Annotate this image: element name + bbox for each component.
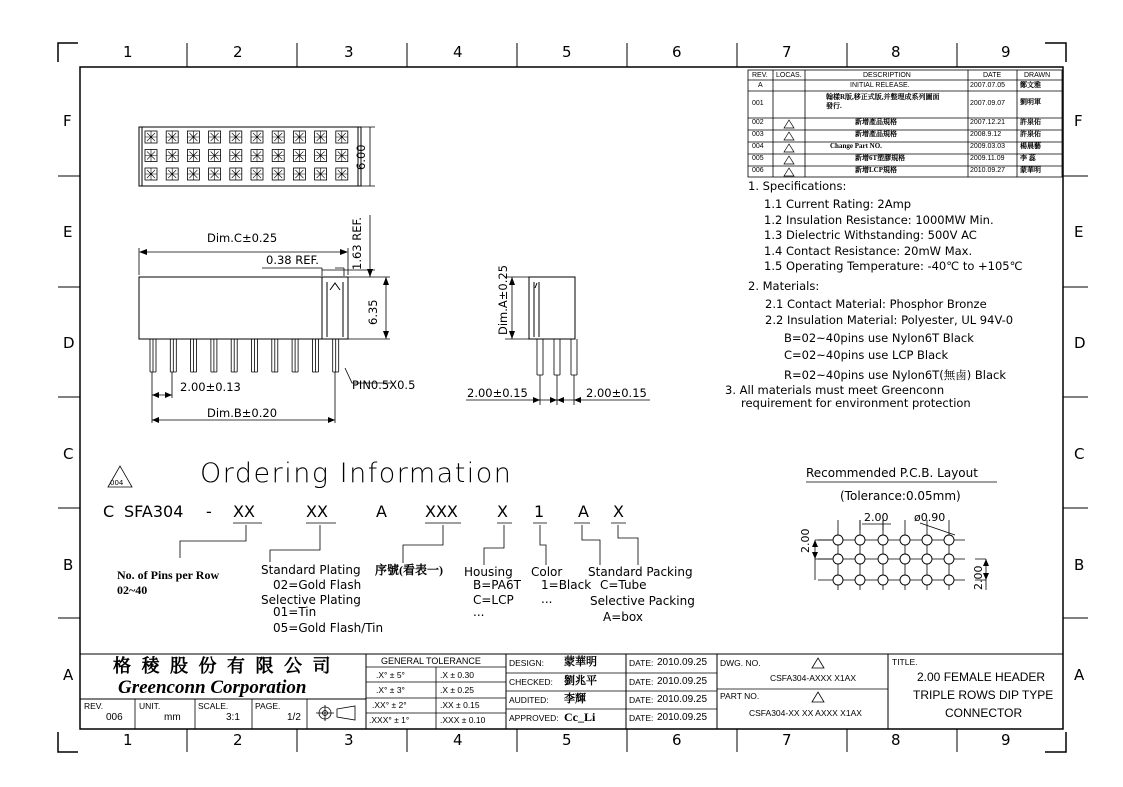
- top-cell-cross: [145, 150, 157, 162]
- plating-02: 02=Gold Flash: [273, 578, 362, 592]
- rev-row-6-rev: 006: [752, 167, 764, 174]
- company-name-cn: 格 稜 股 份 有 限 公 司: [113, 656, 334, 676]
- front-pin: [231, 339, 237, 372]
- code-pins: XX: [233, 502, 255, 521]
- zone-col-bottom-7: 7: [782, 731, 792, 749]
- code-housing: X: [497, 502, 508, 521]
- title-label: TITLE.: [892, 657, 918, 667]
- side-pitch-right-label: 2.00±0.15: [586, 386, 647, 400]
- side-view: [505, 277, 575, 339]
- zone-row-left-B: B: [63, 556, 74, 574]
- dwg-no-value: CSFA304-AXXX X1AX: [770, 673, 856, 683]
- title-line-3: CONNECTOR: [945, 706, 1023, 720]
- ref-163-label: 1.63 REF.: [350, 217, 364, 270]
- rev-mark-004: 004: [110, 479, 124, 487]
- zone-col-top-1: 1: [123, 43, 133, 61]
- pcb-hole: [833, 535, 843, 545]
- spec-contact: 1.4 Contact Resistance: 20mW Max.: [764, 244, 973, 258]
- date-value-3: 2010.09.25: [657, 694, 708, 705]
- top-cell-cross: [230, 168, 242, 180]
- rev-row-1-date: 2007.09.07: [970, 100, 1006, 107]
- top-cell-cross: [209, 168, 221, 180]
- date-value-2: 2010.09.25: [657, 676, 708, 687]
- rev-row-5-drawn: 李 蕊: [1020, 154, 1036, 162]
- top-cell-cross: [251, 168, 263, 180]
- zone-col-top-7: 7: [782, 43, 792, 61]
- material-r: R=02~40pins use Nylon6T(無鹵) Black: [784, 368, 1006, 382]
- scale-value: 3:1: [226, 712, 240, 723]
- date-label-2: DATE:: [629, 677, 654, 687]
- top-cell-cross: [293, 150, 305, 162]
- code-c: C: [103, 502, 115, 521]
- date-value-1: 2010.09.25: [657, 657, 708, 668]
- side-view-pins: [537, 339, 577, 375]
- rev-label: REV.: [84, 701, 104, 711]
- plating-title: Standard Plating: [261, 563, 361, 577]
- top-cell-cross: [272, 131, 284, 143]
- pcb-hole: [922, 554, 932, 564]
- spec-heading: 1. Specifications:: [748, 179, 847, 193]
- zone-col-top-6: 6: [672, 43, 682, 61]
- rev-row-2-date: 2007.12.21: [970, 119, 1006, 126]
- spec-temperature: 1.5 Operating Temperature: -40℃ to +105℃: [764, 259, 1023, 273]
- rev-row-3-locas-triangle: [784, 132, 794, 140]
- pcb-title: Recommended P.C.B. Layout: [806, 466, 978, 480]
- top-cell-cross: [315, 168, 327, 180]
- rev-row-1-rev: 001: [752, 100, 764, 107]
- rev-row-5-date: 2009.11.09: [970, 155, 1005, 162]
- housing-more: ...: [473, 605, 485, 619]
- pcb-hole: [944, 575, 954, 585]
- rev-header-description: DESCRIPTION: [863, 72, 911, 79]
- packing-c: C=Tube: [600, 578, 647, 592]
- top-cell-cross: [166, 131, 178, 143]
- zone-row-right-E: E: [1074, 223, 1084, 241]
- zone-col-bottom-8: 8: [891, 731, 901, 749]
- date-label-3: DATE:: [629, 695, 654, 705]
- tol-angle-2: .X° ± 3°: [376, 685, 405, 695]
- checked-label: CHECKED:: [509, 677, 553, 687]
- tol-linear-4: .XXX ± 0.10: [440, 715, 486, 725]
- dim-635-label: 6.35: [366, 299, 380, 325]
- approved-label: APPROVED:: [509, 713, 559, 723]
- packing-title: Standard Packing: [588, 565, 693, 579]
- selective-01: 01=Tin: [273, 605, 317, 619]
- side-pitch-left-label: 2.00±0.15: [467, 386, 528, 400]
- zone-row-left-D: D: [63, 334, 75, 352]
- zone-col-bottom-5: 5: [562, 731, 572, 749]
- front-pin: [211, 339, 217, 372]
- rev-header-locas: LOCAS.: [776, 72, 802, 79]
- top-cell-cross: [187, 168, 199, 180]
- rev-header-drawn: DRAWN: [1024, 72, 1051, 79]
- rev-row-0-date: 2007.07.05: [970, 82, 1006, 89]
- design-value: 蒙華明: [564, 656, 597, 668]
- rev-row-3-rev: 003: [752, 131, 764, 138]
- serial-note: 序號(看表一): [375, 563, 443, 577]
- pcb-pitch-h: 2.00: [864, 511, 889, 524]
- top-cell-cross: [336, 150, 348, 162]
- material-insulation: 2.2 Insulation Material: Polyester, UL 94V-0: [765, 313, 1014, 327]
- tol-linear-1: .X ± 0.30: [440, 670, 474, 680]
- side-pin: [571, 339, 577, 375]
- dim-600-label: 6.00: [354, 144, 368, 170]
- ordering-leaders: [180, 523, 638, 565]
- rev-row-4-locas-triangle: [784, 144, 794, 152]
- pcb-tolerance: (Tolerance:0.05mm): [840, 489, 961, 503]
- side-pin: [554, 339, 560, 375]
- code-a2: A: [578, 502, 589, 521]
- zone-row-right-A: A: [1074, 666, 1085, 684]
- part-no-label: PART NO.: [720, 691, 760, 701]
- top-cell-cross: [336, 131, 348, 143]
- rev-row-0-desc: INITIAL RELEASE.: [850, 82, 910, 89]
- top-cell-cross: [187, 131, 199, 143]
- unit-label: UNIT.: [139, 701, 161, 711]
- audited-value: 李輝: [564, 693, 586, 705]
- zone-col-bottom-4: 4: [453, 731, 463, 749]
- color-1: 1=Black: [541, 578, 592, 592]
- front-pin: [292, 339, 298, 372]
- date-label-1: DATE:: [629, 658, 654, 668]
- design-label: DESIGN:: [509, 658, 544, 668]
- material-note: 3. All materials must meet Greenconn: [725, 383, 945, 397]
- materials-heading: 2. Materials:: [748, 279, 820, 293]
- dim-c-label: Dim.C±0.25: [207, 231, 278, 245]
- housing-title: Housing: [464, 565, 513, 579]
- title-line-1: 2.00 FEMALE HEADER: [917, 670, 1046, 684]
- top-cell-cross: [293, 131, 305, 143]
- pcb-pitch-v1: 2.00: [799, 528, 812, 553]
- scale-label: SCALE.: [198, 701, 229, 711]
- color-title: Color: [531, 565, 563, 579]
- pcb-hole: [922, 575, 932, 585]
- front-pin: [170, 339, 176, 372]
- rev-row-2-desc: 新增產品規格: [855, 118, 897, 126]
- tol-angle-1: .X° ± 5°: [376, 670, 405, 680]
- zone-col-top-3: 3: [344, 43, 354, 61]
- rev-row-0-rev: A: [758, 82, 763, 89]
- zone-col-bottom-2: 2: [233, 731, 243, 749]
- tol-angle-4: .XXX° ± 1°: [369, 715, 410, 725]
- rev-row-5-locas-triangle: [784, 156, 794, 164]
- unit-value: mm: [164, 712, 181, 723]
- front-view-pins: [150, 339, 339, 372]
- rev-header-rev: REV.: [752, 72, 768, 79]
- rev-row-6-desc: 新增LCP規格: [855, 166, 897, 174]
- zone-row-right-B: B: [1074, 556, 1085, 574]
- tolerance-title: GENERAL TOLERANCE: [381, 656, 481, 666]
- pcb-hole: [878, 554, 888, 564]
- zone-col-bottom-1: 1: [123, 731, 133, 749]
- code-packing: X: [613, 502, 624, 521]
- pins-range: 02~40: [117, 583, 148, 597]
- rev-row-5-desc: 新增6T塑膠規格: [855, 154, 906, 162]
- pcb-hole: [900, 535, 910, 545]
- pcb-hole: [900, 575, 910, 585]
- code-plating: XX: [306, 502, 328, 521]
- code-color: 1: [534, 502, 545, 521]
- code-sfa304: SFA304: [124, 502, 184, 521]
- title-line-2: TRIPLE ROWS DIP TYPE: [913, 688, 1054, 702]
- rev-row-6-locas-triangle: [784, 168, 794, 176]
- front-pin: [252, 339, 258, 372]
- rev-row-3-desc: 新增產品規格: [855, 130, 897, 138]
- top-cell-cross: [230, 131, 242, 143]
- rev-row-1-drawn: 劉明軍: [1020, 98, 1041, 106]
- rev-row-2-drawn: 許泉佑: [1020, 118, 1041, 126]
- pcb-hole: [855, 575, 865, 585]
- pcb-pitch-v2: 2.00: [972, 565, 985, 590]
- rev-row-1-desc: 翰樣R版,移正式版,并整理成系列圖面發行.: [826, 93, 940, 110]
- rev-row-4-rev: 004: [752, 143, 764, 150]
- pcb-hole: [878, 575, 888, 585]
- code-a: A: [376, 502, 387, 521]
- rev-row-3-date: 2008.9.12: [970, 131, 1002, 138]
- material-note-2: requirement for environment protection: [741, 396, 971, 410]
- top-view-cells: [145, 131, 348, 180]
- zone-col-top-4: 4: [453, 43, 463, 61]
- rev-row-5-rev: 005: [752, 155, 764, 162]
- ordering-title: Ordering Information: [200, 458, 513, 489]
- material-c: C=02~40pins use LCP Black: [784, 348, 949, 362]
- material-contact: 2.1 Contact Material: Phosphor Bronze: [765, 297, 987, 311]
- zone-col-top-9: 9: [1001, 43, 1011, 61]
- housing-b: B=PA6T: [473, 578, 521, 592]
- pin-size-label: PIN0.5X0.5: [352, 378, 416, 392]
- zone-row-right-D: D: [1074, 334, 1086, 352]
- top-cell-cross: [166, 168, 178, 180]
- side-pin: [537, 339, 543, 375]
- top-cell-cross: [251, 131, 263, 143]
- date-value-4: 2010.09.25: [657, 712, 708, 723]
- rev-row-6-date: 2010.09.27: [970, 167, 1006, 174]
- tol-linear-3: .XX ± 0.15: [440, 700, 480, 710]
- zone-row-right-C: C: [1074, 445, 1085, 463]
- rev-row-4-date: 2009.03.03: [970, 143, 1006, 150]
- date-label-4: DATE:: [629, 713, 654, 723]
- spec-insulation: 1.2 Insulation Resistance: 1000MW Min.: [764, 213, 994, 227]
- rev-row-3-drawn: 許泉佑: [1020, 130, 1041, 138]
- rev-row-4-desc: Change Part NO.: [830, 142, 882, 150]
- rev-row-2-locas-triangle: [784, 120, 794, 128]
- top-cell-cross: [336, 168, 348, 180]
- pcb-hole: [878, 535, 888, 545]
- packing-a: A=box: [603, 610, 643, 624]
- pcb-hole: [944, 535, 954, 545]
- top-cell-cross: [187, 150, 199, 162]
- audited-label: AUDITED:: [509, 695, 549, 705]
- top-cell-cross: [209, 131, 221, 143]
- pcb-hole: [833, 554, 843, 564]
- selective-title: Selective Plating: [261, 593, 361, 607]
- rev-row-6-drawn: 蒙華明: [1020, 166, 1041, 174]
- rev-row-4-drawn: 楊晨藝: [1020, 142, 1041, 150]
- top-cell-cross: [315, 131, 327, 143]
- top-cell-cross: [209, 150, 221, 162]
- tol-linear-2: .X ± 0.25: [440, 685, 474, 695]
- front-pin: [150, 339, 156, 372]
- zone-row-left-C: C: [63, 445, 74, 463]
- approved-value: Cc_Li: [564, 710, 596, 724]
- top-cell-cross: [251, 150, 263, 162]
- pitch-label: 2.00±0.13: [180, 380, 241, 394]
- selective-05: 05=Gold Flash/Tin: [273, 621, 384, 635]
- zone-row-left-A: A: [63, 666, 74, 684]
- front-pin: [312, 339, 318, 372]
- part-no-value: CSFA304-XX XX AXXX X1AX: [749, 708, 862, 718]
- code-serial: XXX: [425, 502, 458, 521]
- dim-b-label: Dim.B±0.20: [207, 406, 278, 420]
- front-pin: [191, 339, 197, 372]
- rev-row-0-drawn: 鄭文雅: [1020, 81, 1041, 89]
- page-value: 1/2: [287, 712, 301, 723]
- spec-dielectric: 1.3 Dielectric Withstanding: 500V AC: [764, 228, 977, 242]
- page-label: PAGE.: [255, 701, 281, 711]
- spec-current: 1.1 Current Rating: 2Amp: [764, 197, 912, 211]
- material-b: B=02~40pins use Nylon6T Black: [784, 331, 974, 345]
- ref-038-label: 0.38 REF.: [266, 253, 319, 267]
- pcb-hole: [855, 535, 865, 545]
- pcb-hole-dia: ø0.90: [914, 511, 946, 524]
- rev-header-date: DATE: [983, 72, 1002, 79]
- checked-value: 劉兆平: [564, 675, 597, 687]
- pcb-hole: [944, 554, 954, 564]
- top-cell-cross: [272, 168, 284, 180]
- housing-c: C=LCP: [473, 593, 514, 607]
- tol-angle-3: .XX° ± 2°: [372, 700, 407, 710]
- dwg-no-label: DWG. NO.: [720, 658, 761, 668]
- top-cell-cross: [230, 150, 242, 162]
- pcb-hole: [855, 554, 865, 564]
- pcb-hole: [900, 554, 910, 564]
- zone-row-right-F: F: [1074, 112, 1083, 130]
- front-pin: [333, 339, 339, 372]
- pcb-holes: [833, 535, 954, 585]
- zone-col-bottom-3: 3: [344, 731, 354, 749]
- pcb-hole: [833, 575, 843, 585]
- zone-col-bottom-6: 6: [672, 731, 682, 749]
- company-name-en: Greenconn Corporation: [118, 677, 307, 698]
- top-cell-cross: [145, 131, 157, 143]
- zone-col-top-5: 5: [562, 43, 572, 61]
- top-cell-cross: [315, 150, 327, 162]
- color-more: ...: [541, 592, 553, 606]
- rev-value: 006: [106, 712, 123, 723]
- zone-row-left-E: E: [63, 223, 73, 241]
- pcb-hole: [922, 535, 932, 545]
- rev-row-2-rev: 002: [752, 119, 764, 126]
- zone-col-bottom-9: 9: [1001, 731, 1011, 749]
- pins-label: No. of Pins per Row: [117, 568, 220, 582]
- top-cell-cross: [272, 150, 284, 162]
- packing-selective: Selective Packing: [590, 594, 695, 608]
- zone-row-left-F: F: [63, 112, 72, 130]
- zone-col-top-8: 8: [891, 43, 901, 61]
- top-cell-cross: [293, 168, 305, 180]
- front-pin: [272, 339, 278, 372]
- code-dash: -: [206, 502, 212, 521]
- top-cell-cross: [166, 150, 178, 162]
- zone-col-top-2: 2: [233, 43, 243, 61]
- top-cell-cross: [145, 168, 157, 180]
- dim-a-label: Dim.A±0.25: [496, 264, 510, 335]
